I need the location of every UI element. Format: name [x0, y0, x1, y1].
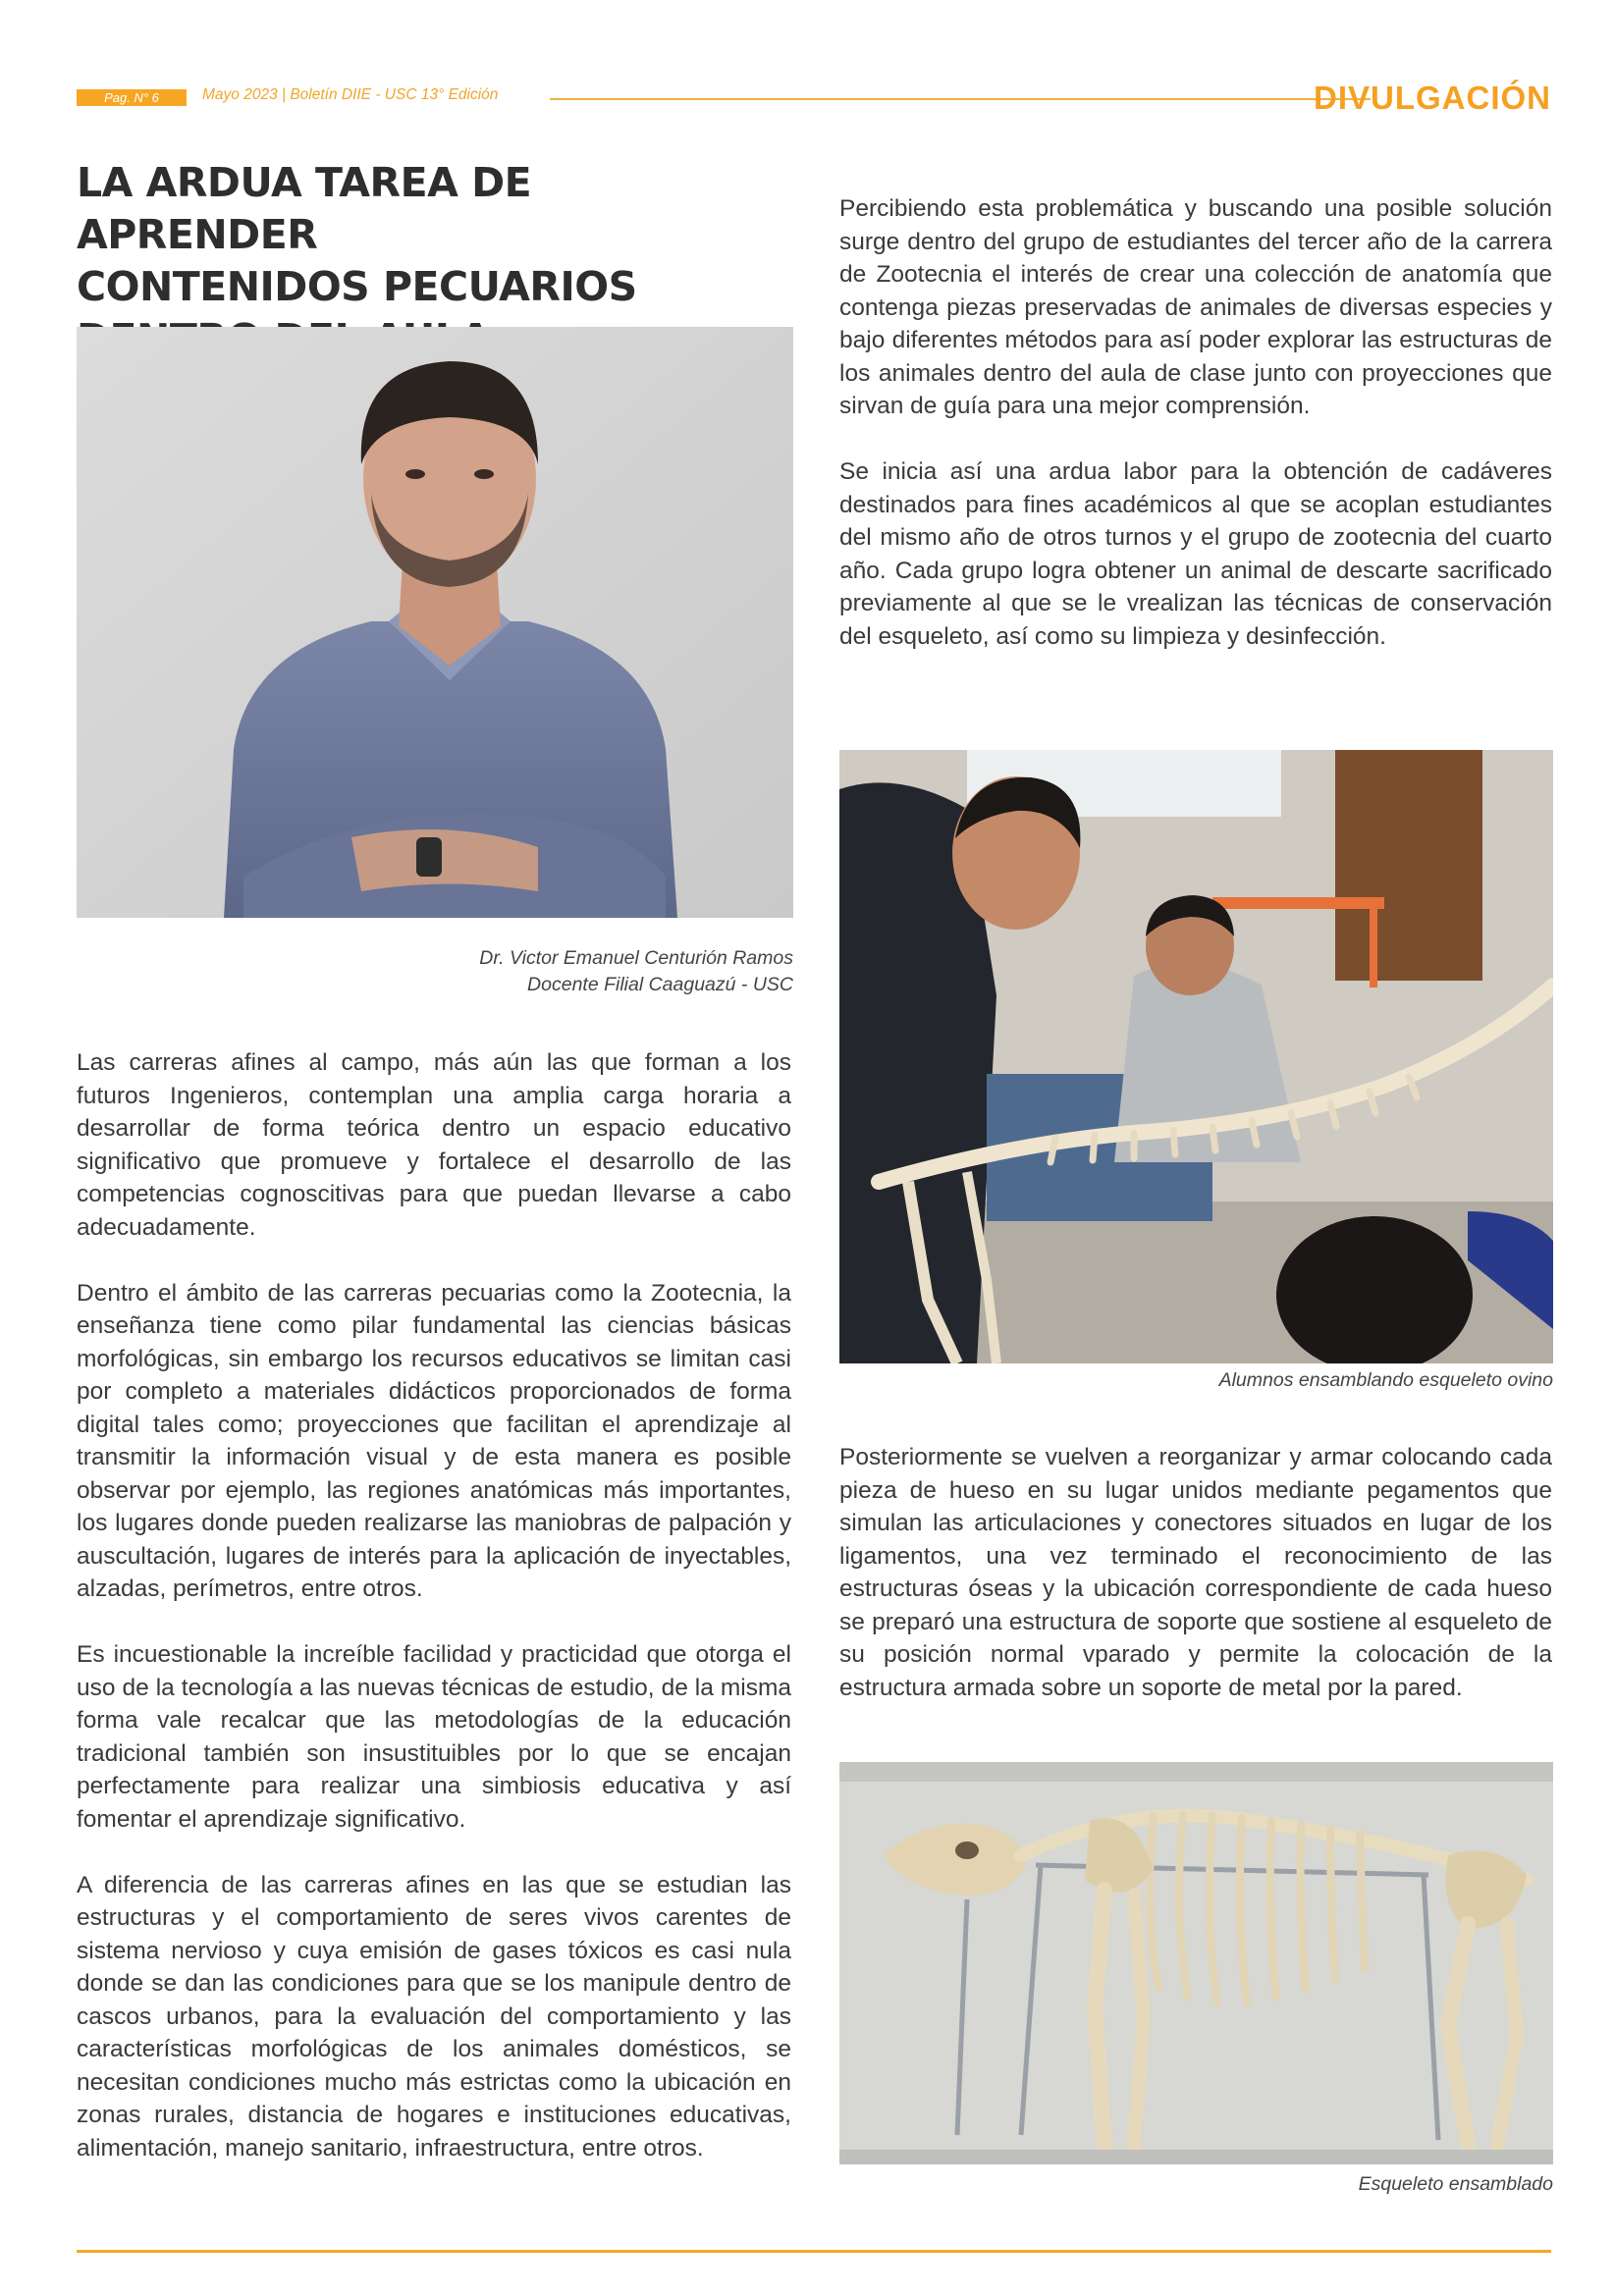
skeleton-photo: [839, 1762, 1553, 2164]
title-line: LA ARDUA TAREA DE APRENDER: [77, 159, 532, 258]
paragraph: Se inicia así una ardua labor para la obtención de cadáveres destinados para fines académicos al que se acoplan estudiantes del mismo año de otros turnos y el grupo de zootecnia del cuarto año. Cada grupo logra obtener un animal de descarte sacrificado previamente al que se le vrealizan las técnicas de conservación del esqueleto, así como su limpieza y desinfección.: [839, 458, 1552, 650]
header-rule: [550, 98, 1371, 100]
paragraph: Posteriormente se vuelven a reorganizar y armar colocando cada pieza de hueso en su lugar unidos mediante pegamentos que simulan las articulaciones y conectores situados en lugar de los ligamentos, una vez terminado el reconocimiento de las estructuras óseas y la ubicación correspondiente de cada hueso se preparó una estructura de soporte que sostiene al esqueleto de su posición normal vparado y permite la colocación de la estructura armada sobre un soporte de metal por la pared.: [839, 1444, 1552, 1701]
left-column-text: [77, 1046, 791, 2164]
caption-name: Dr. Victor Emanuel Centurión Ramos: [479, 947, 793, 969]
paragraph: Es incuestionable la increíble facilidad y practicidad que otorga el uso de la tecnología a las nuevas técnicas de estudio, de la misma forma vale recalcar que las metodologías de la educación tradicional también son insustituibles por lo que se encajan perfectamente para realizar una simbiosis educativa y así fomentar el aprendizaje significativo.: [77, 1641, 791, 1833]
paragraph: Dentro el ámbito de las carreras pecuarias como la Zootecnia, la enseñanza tiene como pilar fundamental las ciencias básicas morfológicas, sin embargo los recursos educativos se limitan casi por completo a materiales didácticos proporcionados de forma digital tales como; proyecciones que facilitan el aprendizaje al transmitir la información visual y de esta manera es posible observar por ejemplo, las regiones anatómicas más importantes, los lugares donde pueden realizarse las maniobras de palpación y auscultación, lugares de interés para la aplicación de inyectables, alzadas, perímetros, entre otros.: [77, 1279, 791, 1602]
footer-rule: [77, 2250, 1551, 2253]
page-header: [77, 79, 1551, 118]
paragraph: A diferencia de las carreras afines en las que se estudian las estructuras y el comportamiento de seres vivos carentes de sistema nervioso y cuya emisión de gases tóxicos es casi nula donde se dan las condiciones para que se los manipule dentro de cascos urbanos, para la evaluación del comportamiento y las características morfológicas de los animales domésticos, se necesitan condiciones mucho más estrictas como la ubicación en zonas rurales, distancia de hogares e instituciones educativas, alimentación, manejo sanitario, infraestructura, entre otros.: [77, 1871, 791, 2162]
page-number-badge: Pag. N° 6: [77, 89, 187, 106]
bulletin-edition: Mayo 2023 | Boletín DIIE - USC 13° Edición: [202, 86, 499, 103]
portrait-caption: [479, 945, 793, 998]
paragraph: Percibiendo esta problemática y buscando una posible solución surge dentro del grupo de estudiantes del tercer año de la carrera de Zootecnia el interés de crear una colección de anatomía que contenga piezas preservadas de animales de diversas especies y bajo diferentes métodos para así poder explorar las estructuras de los animales dentro del aula de clase junto con proyecciones que sirvan de guía para una mejor comprensión.: [839, 195, 1552, 419]
caption-role: Docente Filial Caaguazú - USC: [527, 974, 793, 995]
skeleton-caption: Esqueleto ensamblado: [1358, 2173, 1553, 2195]
right-column-text-middle: [839, 1441, 1552, 1704]
section-title: DIVULGACIÓN: [1314, 80, 1551, 116]
title-line: CONTENIDOS PECUARIOS: [77, 263, 637, 310]
right-column-text-top: [839, 192, 1552, 653]
paragraph: Las carreras afines al campo, más aún las que forman a los futuros Ingenieros, contemplan una amplia carga horaria a desarrollar de forma teórica dentro un espacio educativo significativo que promueve y fortalece el desarrollo de las competencias cognoscitivas para que puedan llevarse a cabo adecuadamente.: [77, 1049, 791, 1241]
students-photo: [839, 750, 1553, 1363]
portrait-photo: [77, 327, 793, 918]
students-caption: Alumnos ensamblando esqueleto ovino: [1218, 1369, 1553, 1391]
